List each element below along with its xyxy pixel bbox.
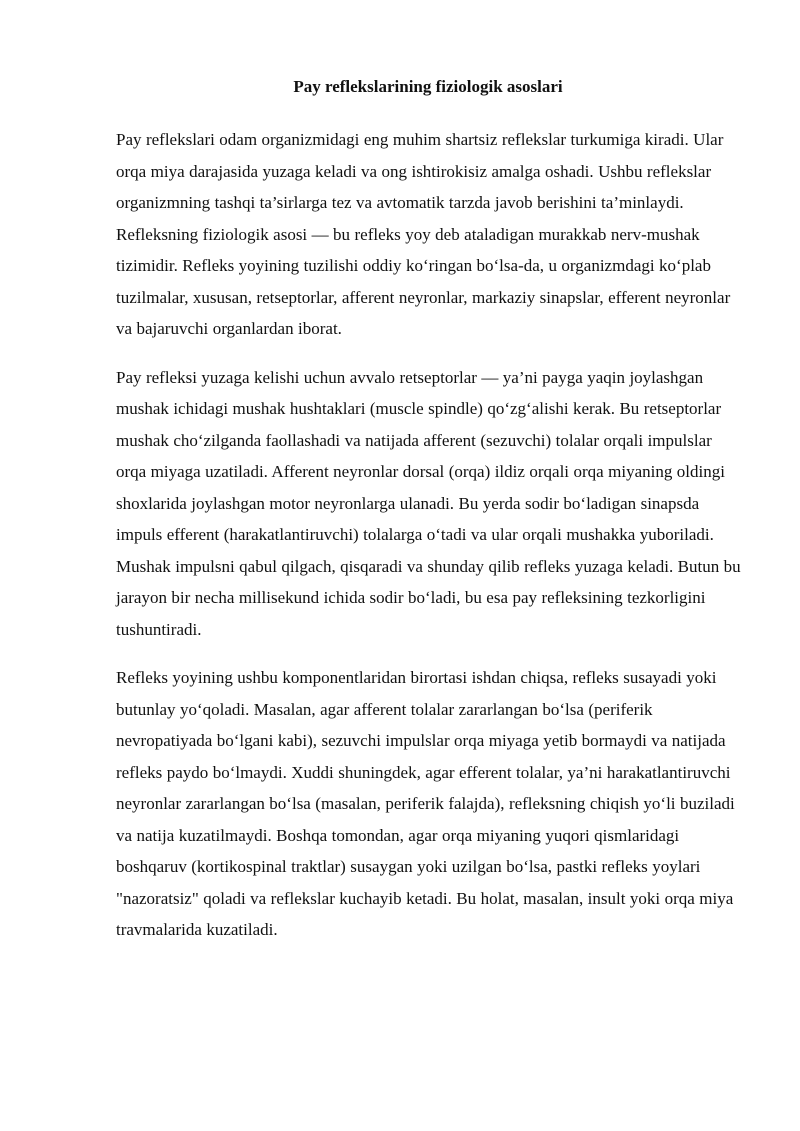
document-title: Pay reflekslarining fiziologik asoslari (293, 77, 563, 96)
document-body (116, 124, 742, 963)
paragraph-3: Refleks yoyining ushbu komponentlaridan birortasi ishdan chiqsa, refleks susayadi yoki butunlay yo‘qoladi. Masalan, agar afferent tolalar zararlangan bo‘lsa (periferik nevropatiyada bo‘lgani kabi), sezuvchi impulslar orqa miyaga yetib bormaydi va natijada refleks paydo bo‘lmaydi. Xuddi shuningdek, agar efferent tolalar, ya’ni harakatlantiruvchi neyronlar zararlangan bo‘lsa (masalan, periferik falajda), refleksning chiqish yo‘li buziladi va natija kuzatilmaydi. Boshqa tomondan, agar orqa miyaning yuqori qismlaridagi boshqaruv (kortikospinal traktlar) susaygan yoki uzilgan bo‘lsa, pastki refleks yoylari "nazoratsiz" qoladi va reflekslar kuchayib ketadi. Bu holat, masalan, insult yoki orqa miya travmalarida kuzatiladi. (116, 668, 735, 939)
paragraph-2: Pay refleksi yuzaga kelishi uchun avvalo retseptorlar — ya’ni payga yaqin joylashgan mushak ichidagi mushak hushtaklari (muscle spindle) qo‘zg‘alishi kerak. Bu retseptorlar mushak cho‘zilganda faollashadi va natijada afferent (sezuvchi) tolalar orqali impulslar orqa miyaga uzatiladi. Afferent neyronlar dorsal (orqa) ildiz orqali orqa miyaning oldingi shoxlarida joylashgan motor neyronlarga ulanadi. Bu yerda sodir bo‘ladigan sinapsda impuls efferent (harakatlantiruvchi) tolalarga o‘tadi va ular orqali mushakka yuboriladi. Mushak impulsni qabul qilgach, qisqaradi va shunday qilib refleks yuzaga keladi. Butun bu jarayon bir necha millisekund ichida sodir bo‘ladi, bu esa pay refleksining tezkorligini tushuntiradi. (116, 367, 741, 639)
paragraph-1: Pay reflekslari odam organizmidagi eng muhim shartsiz reflekslar turkumiga kiradi. Ular orqa miya darajasida yuzaga keladi va ong ishtirokisiz amalga oshadi. Ushbu reflekslar organizmning tashqi ta’sirlarga tez va avtomatik tarzda javob berishini ta’minlaydi. Refleksning fiziologik asosi — bu refleks yoy deb ataladigan murakkab nerv-mushak tizimidir. Refleks yoyining tuzilishi oddiy ko‘ringan bo‘lsa-da, u organizmdagi ko‘plab tuzilmalar, xususan, retseptorlar, afferent neyronlar, markaziy sinapslar, efferent neyronlar va bajaruvchi organlardan iborat. (116, 130, 731, 338)
